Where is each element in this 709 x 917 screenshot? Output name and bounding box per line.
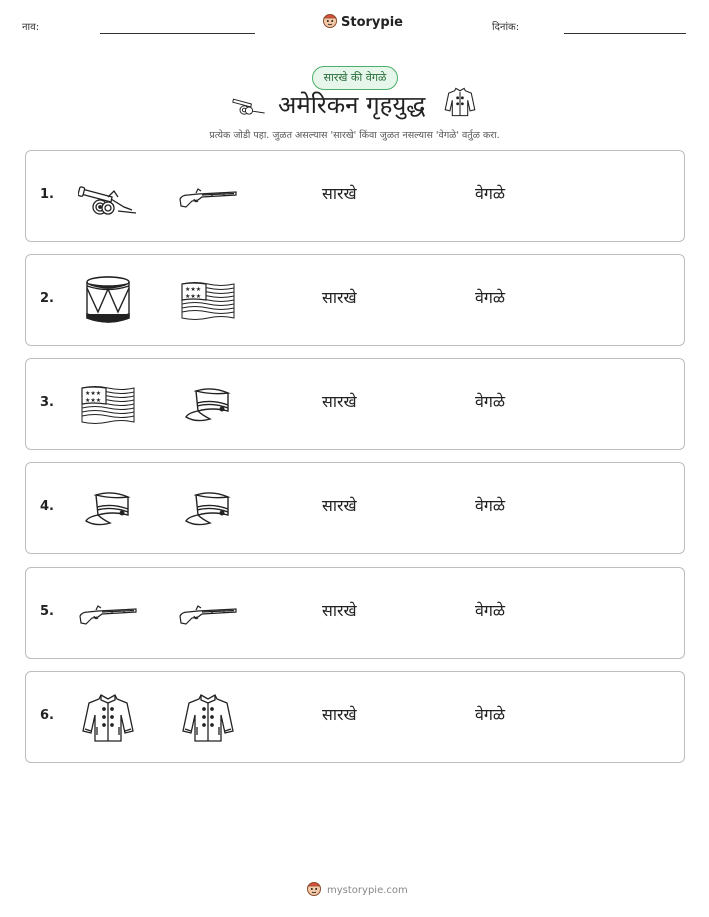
name-input-line[interactable] xyxy=(100,33,255,34)
different-option[interactable]: वेगळे xyxy=(475,601,506,620)
footer xyxy=(306,880,408,900)
svg-text:★★★: ★★★ xyxy=(185,286,202,293)
question-row xyxy=(25,671,685,763)
svg-text:★★★: ★★★ xyxy=(185,293,202,300)
question-row xyxy=(25,254,685,346)
musket-icon xyxy=(178,169,238,225)
different-option[interactable]: वेगळे xyxy=(475,496,506,515)
uniform-coat-icon xyxy=(78,690,138,746)
question-number: 6. xyxy=(40,708,54,723)
same-option[interactable]: सारखे xyxy=(322,496,357,515)
question-number: 3. xyxy=(40,395,54,410)
different-option[interactable]: वेगळे xyxy=(475,705,506,724)
brand-logo xyxy=(322,12,403,32)
different-option[interactable]: वेगळे xyxy=(475,184,506,203)
question-number: 4. xyxy=(40,499,54,514)
footer-url[interactable]: mystorypie.com xyxy=(327,884,408,896)
storypie-mascot-icon xyxy=(322,12,338,32)
storypie-mascot-icon xyxy=(306,880,322,900)
instructions-text: प्रत्येक जोडी पहा. जुळत असल्यास 'सारखे' किंवा जुळत नसल्यास 'वेगळे' वर्तुळ करा. xyxy=(209,130,500,141)
cannon-icon xyxy=(78,169,138,225)
different-option[interactable]: वेगळे xyxy=(475,392,506,411)
brand-name: Storypie xyxy=(341,14,403,30)
name-label: नाव: xyxy=(22,22,40,33)
same-option[interactable]: सारखे xyxy=(322,705,357,724)
date-input-line[interactable] xyxy=(564,33,686,34)
question-row xyxy=(25,150,685,242)
worksheet-title: अमेरिकन गृहयुद्ध xyxy=(278,91,426,119)
musket-icon xyxy=(78,586,138,642)
svg-text:★★★: ★★★ xyxy=(85,397,102,404)
date-label: दिनांक: xyxy=(492,22,520,33)
question-number: 1. xyxy=(40,187,54,202)
kepi-cap-icon xyxy=(78,481,138,537)
question-number: 2. xyxy=(40,291,54,306)
same-option[interactable]: सारखे xyxy=(322,184,357,203)
same-option[interactable]: सारखे xyxy=(322,288,357,307)
flag-icon xyxy=(78,377,138,433)
kepi-cap-icon xyxy=(178,377,238,433)
uniform-coat-icon xyxy=(444,86,476,122)
flag-icon xyxy=(178,273,238,329)
question-row xyxy=(25,358,685,450)
same-option[interactable]: सारखे xyxy=(322,392,357,411)
kepi-cap-icon xyxy=(178,481,238,537)
question-number: 5. xyxy=(40,604,54,619)
musket-icon xyxy=(178,586,238,642)
same-option[interactable]: सारखे xyxy=(322,601,357,620)
question-row xyxy=(25,462,685,554)
different-option[interactable]: वेगळे xyxy=(475,288,506,307)
uniform-coat-icon xyxy=(178,690,238,746)
question-row xyxy=(25,567,685,659)
drum-icon xyxy=(78,273,138,329)
worksheet-type-badge: सारखे की वेगळे xyxy=(312,66,398,90)
svg-text:★★★: ★★★ xyxy=(85,390,102,397)
cannon-icon xyxy=(231,92,267,120)
